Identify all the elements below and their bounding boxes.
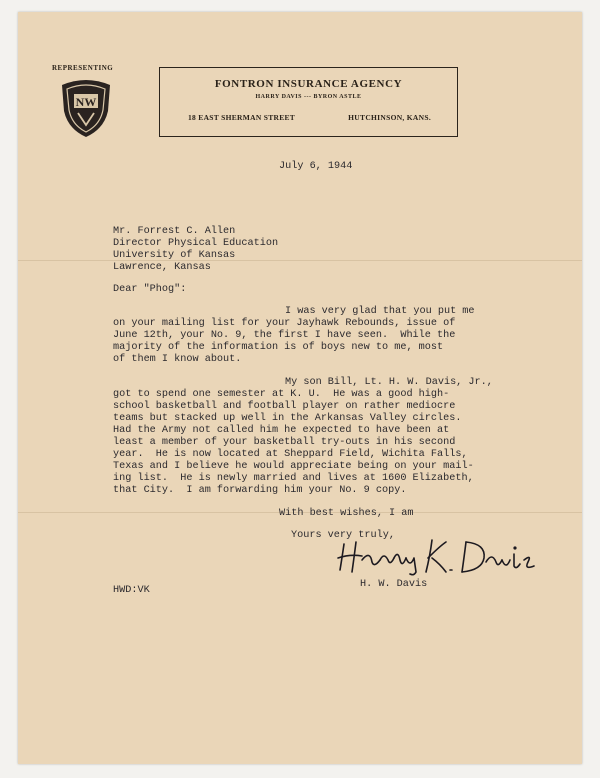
letterhead-box (159, 67, 458, 137)
signer-name: H. W. Davis (360, 579, 428, 590)
company-owners: HARRY DAVIS --- BYRON ASTLE (255, 94, 362, 100)
paragraph-line: Had the Army not called him he expected to have been at (113, 425, 450, 436)
paragraph-line: Texas and I believe he would appreciate being on your mail- (113, 461, 474, 472)
company-address (188, 113, 431, 122)
letter-sheet (18, 12, 582, 764)
paragraph-line: school basketball and football player on rather mediocre (113, 401, 456, 412)
recipient-line: University of Kansas (113, 250, 236, 261)
paragraph-line: that City. I am forwarding him your No. 9 copy. (113, 485, 407, 496)
closing-line: Yours very truly, (291, 530, 395, 541)
paragraph-line: majority of the information is of boys new to me, most (113, 342, 444, 353)
shield-logo-icon (58, 77, 114, 139)
paragraph-line: least a member of your basketball try-outs in his second (113, 437, 456, 448)
recipient-line: Director Physical Education (113, 238, 279, 249)
paragraph-line: ing list. He is newly married and lives at 1600 Elizabeth, (113, 473, 474, 484)
representing-label: REPRESENTING (52, 64, 114, 72)
company-city: HUTCHINSON, KANS. (348, 113, 431, 122)
company-name: FONTRON INSURANCE AGENCY (214, 78, 403, 90)
letter-date: July 6, 1944 (279, 161, 353, 172)
typist-initials: HWD:VK (113, 585, 150, 596)
company-street: 18 EAST SHERMAN STREET (188, 113, 296, 122)
paragraph-line: My son Bill, Lt. H. W. Davis, Jr., (285, 377, 493, 388)
paragraph-line: on your mailing list for your Jayhawk Rebounds, issue of (113, 318, 456, 329)
recipient-line: Mr. Forrest C. Allen (113, 226, 236, 237)
paragraph-line: teams but stacked up well in the Arkansas Valley circles. (113, 413, 462, 424)
closing-line: With best wishes, I am (279, 508, 414, 519)
logo-letters: NW (75, 95, 97, 109)
recipient-line: Lawrence, Kansas (113, 262, 211, 273)
salutation: Dear "Phog": (113, 284, 187, 295)
paragraph-line: June 12th, your No. 9, the first I have seen. While the (113, 330, 456, 341)
paragraph-line: of them I know about. (113, 354, 242, 365)
fold-line-upper (18, 260, 582, 261)
paragraph-line: got to spend one semester at K. U. He was a good high- (113, 389, 450, 400)
paragraph-line: I was very glad that you put me (285, 306, 475, 317)
paragraph-line: year. He is now located at Sheppard Field, Wichita Falls, (113, 449, 468, 460)
handwritten-signature (336, 536, 546, 576)
